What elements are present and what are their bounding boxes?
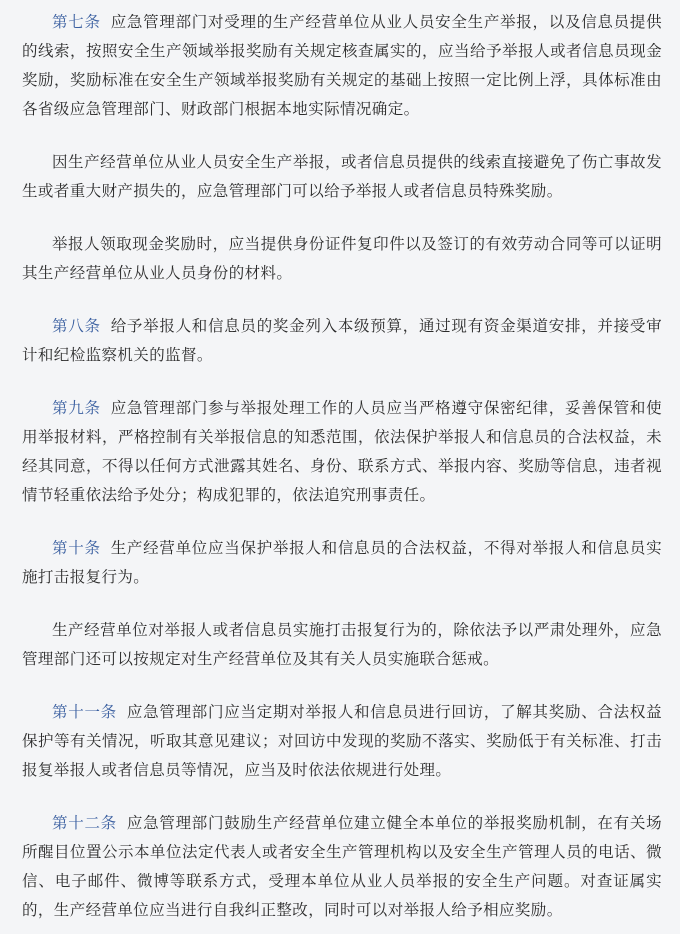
paragraph-text: 应急管理部门应当定期对举报人和信息员进行回访，了解其奖励、合法权益保护等有关情况，听取其意见建议；对回访中发现的奖励不落实、奖励低于有关标准、打击报复举报人或者信息员等情况，应当及时依法依规进行处理。	[22, 703, 662, 779]
paragraph-text: 应急管理部门鼓励生产经营单位建立健全本单位的举报奖励机制，在有关场所醒目位置公示本单位法定代表人或者安全生产管理机构以及安全生产管理人员的电话、微信、电子邮件、微博等联系方式，受理本单位从业人员举报的安全生产问题。对查证属实的，生产经营单位应当进行自我纠正整改，同时可以对举报人给予相应奖励。	[22, 814, 662, 919]
paragraph-special-reward	[22, 148, 662, 206]
paragraph-article-10	[22, 534, 662, 592]
paragraph-identity-materials	[22, 230, 662, 288]
article-number: 第十条	[52, 539, 101, 557]
paragraph-article-11	[22, 698, 662, 785]
article-number: 第十一条	[52, 703, 117, 721]
article-number: 第八条	[52, 317, 101, 335]
paragraph-text: 生产经营单位对举报人或者信息员实施打击报复行为的，除依法予以严肃处理外，应急管理部门还可以按规定对生产经营单位及其有关人员实施联合惩戒。	[22, 621, 662, 668]
paragraph-text: 因生产经营单位从业人员安全生产举报，或者信息员提供的线索直接避免了伤亡事故发生或者重大财产损失的，应急管理部门可以给予举报人或者信息员特殊奖励。	[22, 153, 662, 200]
paragraph-text: 应急管理部门对受理的生产经营单位从业人员安全生产举报，以及信息员提供的线索，按照安全生产领域举报奖励有关规定核查属实的，应当给予举报人或者信息员现金奖励，奖励标准在安全生产领域举报奖励有关规定的基础上按照一定比例上浮，具体标准由各省级应急管理部门、财政部门根据本地实际情况确定。	[22, 13, 663, 118]
paragraph-article-9	[22, 394, 662, 510]
paragraph-text: 举报人领取现金奖励时，应当提供身份证件复印件以及签订的有效劳动合同等可以证明其生产经营单位从业人员身份的材料。	[22, 235, 662, 282]
paragraph-text: 应急管理部门参与举报处理工作的人员应当严格遵守保密纪律，妥善保管和使用举报材料，严格控制有关举报信息的知悉范围，依法保护举报人和信息员的合法权益，未经其同意，不得以任何方式泄露其姓名、身份、联系方式、举报内容、奖励等信息，违者视情节轻重依法给予处分；构成犯罪的，依法追究刑事责任。	[22, 399, 663, 504]
article-number: 第七条	[52, 13, 101, 31]
paragraph-article-12	[22, 809, 662, 925]
paragraph-article-8	[22, 312, 662, 370]
article-number: 第九条	[52, 399, 101, 417]
paragraph-text: 生产经营单位应当保护举报人和信息员的合法权益，不得对举报人和信息员实施打击报复行为。	[22, 539, 663, 586]
paragraph-text: 给予举报人和信息员的奖金列入本级预算，通过现有资金渠道安排，并接受审计和纪检监察机关的监督。	[22, 317, 663, 364]
paragraph-article-7	[22, 8, 662, 124]
article-number: 第十二条	[52, 814, 117, 832]
paragraph-retaliation	[22, 616, 662, 674]
